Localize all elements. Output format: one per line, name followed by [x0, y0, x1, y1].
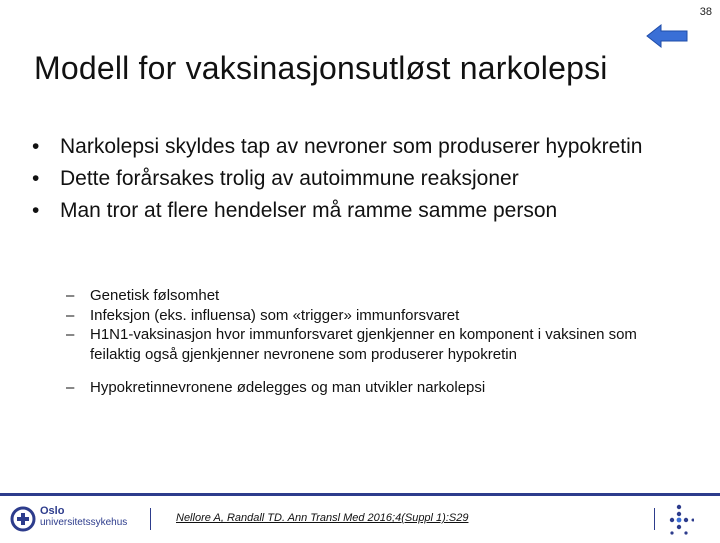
sub-bullet-item	[66, 378, 676, 398]
logo-text	[40, 506, 127, 528]
sub-bullet-list	[66, 286, 676, 398]
bullet-symbol: •	[32, 135, 40, 158]
dash-symbol: –	[66, 379, 75, 396]
dash-symbol: –	[66, 306, 75, 324]
logo-line-1: Oslo	[40, 505, 65, 517]
bullet-list	[32, 134, 692, 230]
bullet-text: Man tror at flere hendelser må ramme samme person	[60, 199, 558, 222]
dash-symbol: –	[66, 326, 75, 343]
footer-divider	[150, 508, 151, 530]
bullet-symbol: •	[32, 167, 40, 190]
logo-mark-icon	[10, 506, 36, 532]
bullet-item	[32, 198, 692, 224]
sub-bullet-item	[66, 286, 676, 306]
hospital-logo	[10, 504, 150, 538]
bullet-item	[32, 166, 692, 192]
slide-number: 38	[699, 6, 712, 18]
sub-bullet-text: Infeksjon (eks. influensa) som «trigger» immunforsvaret	[90, 306, 460, 324]
slide-title: Modell for vaksinasjonsutløst narkolepsi	[34, 50, 608, 86]
sub-bullet-text: Genetisk følsomhet	[90, 287, 220, 304]
footer	[0, 493, 720, 543]
dash-symbol: –	[66, 287, 75, 304]
dots-pattern-icon	[664, 504, 694, 536]
bullet-text: Dette forårsakes trolig av autoimmune reaksjoner	[60, 167, 519, 190]
citation-link[interactable]: Nellore A, Randall TD. Ann Transl Med 2016;4(Suppl 1):S29	[176, 512, 469, 524]
bullet-text: Narkolepsi skyldes tap av nevroner som produserer hypokretin	[60, 135, 643, 158]
footer-divider	[654, 508, 655, 530]
sub-bullet-item	[66, 306, 676, 326]
bullet-item	[32, 134, 692, 160]
logo-line-2: universitetssykehus	[40, 517, 128, 528]
sub-bullet-item	[66, 325, 676, 364]
sub-bullet-text: H1N1-vaksinasjon hvor immunforsvaret gjenkjenner en komponent i vaksinen som feilaktig også gjenkjenner nevronene som produserer hypokretin	[90, 326, 637, 363]
bullet-symbol: •	[32, 199, 40, 222]
sub-bullet-text: Hypokretinnevronene ødelegges og man utvikler narkolepsi	[90, 379, 486, 396]
back-arrow-icon[interactable]	[645, 22, 689, 50]
